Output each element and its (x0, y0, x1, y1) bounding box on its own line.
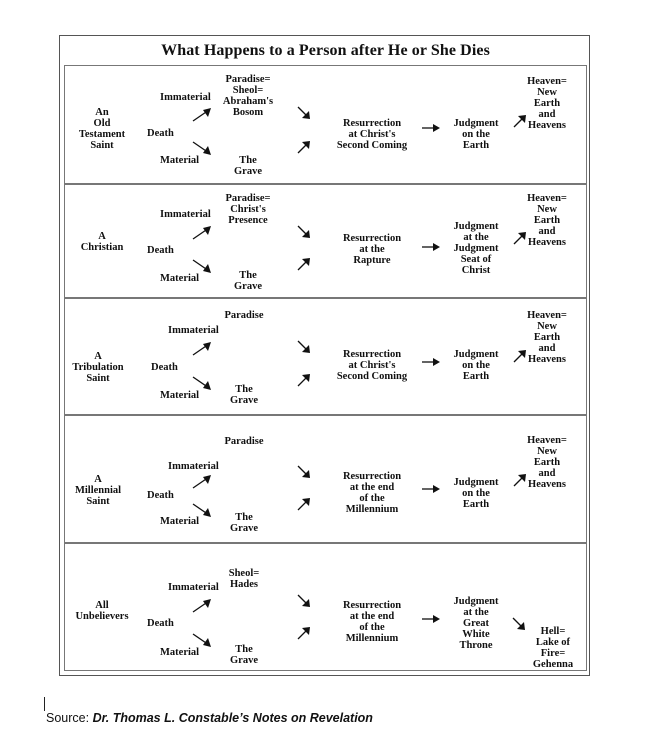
material-label: Material (160, 647, 200, 658)
destination-material: The Grave (230, 644, 258, 666)
destination-material: The Grave (230, 512, 258, 534)
arrow-down-final (512, 617, 526, 631)
death-label: Death (147, 245, 174, 256)
destination-immaterial: Sheol= Hades (228, 568, 260, 590)
arrow-up-right (297, 257, 311, 271)
diagram-frame (59, 35, 590, 676)
source-title: Dr. Thomas L. Constable’s Notes on Revelation (92, 711, 373, 725)
final-destination: Heaven= New Earth and Heavens (527, 76, 567, 131)
arrow-down-right (297, 225, 311, 239)
material-label: Material (160, 155, 200, 166)
arrow-up-right (297, 497, 311, 511)
person-label: A Christian (80, 231, 124, 253)
arrow-up-final (513, 349, 527, 363)
arrow-to-material (192, 141, 212, 155)
person-label: An Old Testament Saint (78, 107, 126, 151)
death-label: Death (147, 128, 174, 139)
row-millennial-saint (64, 415, 587, 543)
arrow-to-immaterial (192, 599, 212, 613)
row-all-unbelievers (64, 543, 587, 671)
arrow-up-right (297, 373, 311, 387)
arrow-up-final (513, 231, 527, 245)
destination-immaterial: Paradise (224, 310, 264, 321)
judgment-label: Judgment on the Earth (453, 477, 499, 510)
final-destination: Hell= Lake of Fire= Gehenna (532, 626, 574, 670)
material-label: Material (160, 273, 200, 284)
judgment-label: Judgment on the Earth (453, 349, 499, 382)
final-destination: Heaven= New Earth and Heavens (527, 193, 567, 248)
person-label: A Tribulation Saint (72, 351, 124, 384)
resurrection-label: Resurrection at the end of the Millennium (342, 600, 402, 644)
immaterial-label: Immaterial (160, 209, 211, 220)
arrow-right (421, 484, 441, 494)
arrow-right (421, 242, 441, 252)
destination-immaterial: Paradise= Sheol= Abraham's Bosom (222, 74, 274, 118)
final-destination: Heaven= New Earth and Heavens (527, 310, 567, 365)
arrow-to-immaterial (192, 108, 212, 122)
destination-immaterial: Paradise (224, 436, 264, 447)
death-label: Death (151, 362, 178, 373)
arrow-to-immaterial (192, 226, 212, 240)
immaterial-label: Immaterial (168, 461, 219, 472)
immaterial-label: Immaterial (168, 582, 219, 593)
destination-material: The Grave (230, 384, 258, 406)
resurrection-label: Resurrection at the end of the Millennium (342, 471, 402, 515)
judgment-label: Judgment at the Great White Throne (453, 596, 499, 651)
arrow-up-final (513, 473, 527, 487)
death-label: Death (147, 490, 174, 501)
text-cursor (44, 697, 45, 711)
arrow-up-final (513, 114, 527, 128)
diagram-title: What Happens to a Person after He or She Dies (161, 42, 490, 59)
material-label: Material (160, 516, 200, 527)
destination-immaterial: Paradise= Christ's Presence (225, 193, 271, 226)
arrow-right (421, 614, 441, 624)
arrow-right (421, 357, 441, 367)
row-old-testament-saint (64, 65, 587, 184)
judgment-label: Judgment at the Judgment Seat of Christ (453, 221, 499, 276)
arrow-to-material (192, 376, 212, 390)
row-tribulation-saint (64, 298, 587, 415)
arrow-to-material (192, 259, 212, 273)
arrow-down-right (297, 594, 311, 608)
arrow-to-immaterial (192, 342, 212, 356)
arrow-up-right (297, 140, 311, 154)
immaterial-label: Immaterial (160, 92, 211, 103)
arrow-right (421, 123, 441, 133)
resurrection-label: Resurrection at the Rapture (342, 233, 402, 266)
arrow-to-material (192, 503, 212, 517)
resurrection-label: Resurrection at Christ's Second Coming (336, 349, 408, 382)
row-christian (64, 184, 587, 298)
death-label: Death (147, 618, 174, 629)
material-label: Material (160, 390, 200, 401)
arrow-down-right (297, 106, 311, 120)
immaterial-label: Immaterial (168, 325, 219, 336)
person-label: All Unbelievers (75, 600, 129, 622)
judgment-label: Judgment on the Earth (453, 118, 499, 151)
resurrection-label: Resurrection at Christ's Second Coming (336, 118, 408, 151)
source-citation (46, 711, 373, 725)
destination-material: The Grave (234, 155, 262, 177)
arrow-to-immaterial (192, 475, 212, 489)
source-prefix: Source: (46, 711, 93, 725)
arrow-down-right (297, 465, 311, 479)
arrow-to-material (192, 633, 212, 647)
arrow-up-right (297, 626, 311, 640)
person-label: A Millennial Saint (74, 474, 122, 507)
destination-material: The Grave (234, 270, 262, 292)
final-destination: Heaven= New Earth and Heavens (527, 435, 567, 490)
arrow-down-right (297, 340, 311, 354)
